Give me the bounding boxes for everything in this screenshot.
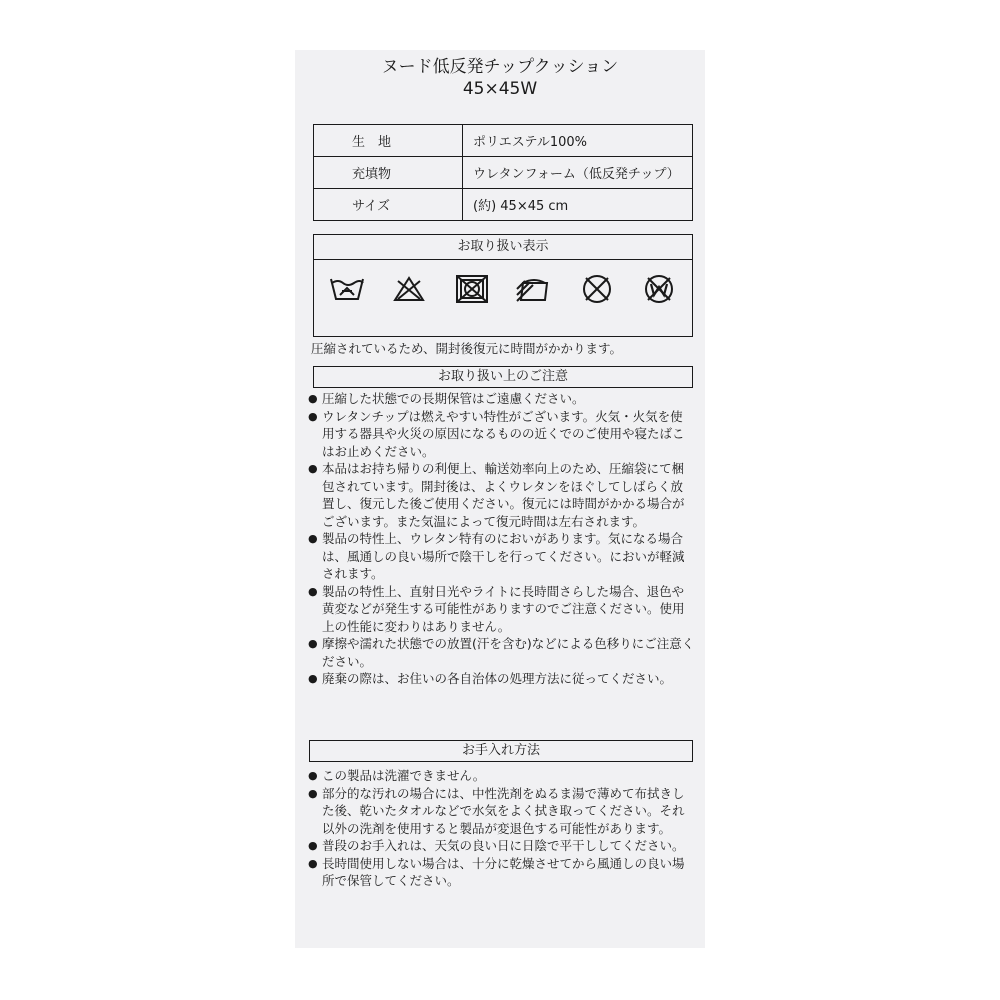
spec-value: (約) 45×45 cm: [463, 189, 693, 221]
spec-table: [313, 124, 693, 221]
list-item: ● 長時間使用しない場合は、十分に乾燥させてから風通しの良い場所で保管してください。: [309, 855, 695, 890]
spec-row: [314, 189, 693, 221]
no-wet-clean-icon: [640, 273, 678, 305]
spec-row: [314, 157, 693, 189]
spec-key: サイズ: [314, 189, 463, 221]
spec-value: ポリエステル100%: [463, 125, 693, 157]
list-item: ● 製品の特性上、直射日光やライトに長時間さらした場合、退色や黄変などが発生する可能性がありますのでご注意ください。使用上の性能に変わりはありません。: [309, 583, 695, 636]
caution-list: [309, 390, 695, 688]
maintenance-heading: お手入れ方法: [309, 740, 693, 762]
hand-wash-icon: [328, 273, 366, 305]
care-icons-row: [314, 273, 692, 305]
spec-row: [314, 125, 693, 157]
care-heading: お取り扱い表示: [314, 235, 692, 260]
list-item: ● ウレタンチップは燃えやすい特性がございます。火気・火気を使用する器具や火災の原因になるものの近くでのご使用や寝たばこはお止めください。: [309, 408, 695, 461]
list-item: ● この製品は洗濯できません。: [309, 767, 695, 785]
list-item: ● 本品はお持ち帰りの利便上、輸送効率向上のため、圧縮袋にて梱包されています。開封後は、よくウレタンをほぐしてしばらく放置し、復元した後ご使用ください。復元には時間がかかる場合がございます。また気温によって復元時間は左右されます。: [309, 460, 695, 530]
list-item: ● 摩擦や濡れた状態での放置(汗を含む)などによる色移りにご注意ください。: [309, 635, 695, 670]
list-item: ● 圧縮した状態での長期保管はご遠慮ください。: [309, 390, 695, 408]
list-item: ● 部分的な汚れの場合には、中性洗剤をぬるま湯で薄めて布拭きした後、乾いたタオルなどで水気をよく拭き取ってください。それ以外の洗剤を使用すると製品が変退色する可能性があります。: [309, 785, 695, 838]
list-item: ● 製品の特性上、ウレタン特有のにおいがあります。気になる場合は、風通しの良い場所で陰干しを行ってください。においが軽減されます。: [309, 530, 695, 583]
product-title: ヌード低反発チップクッション: [381, 57, 619, 77]
product-label: [295, 50, 705, 948]
spec-key: 生 地: [314, 125, 463, 157]
compression-note: 圧縮されているため、開封後復元に時間がかかります。: [311, 341, 623, 356]
list-item: ● 普段のお手入れは、天気の良い日に日陰で平干ししてください。: [309, 837, 695, 855]
line-dry-shade-icon: [515, 273, 553, 305]
spec-value: ウレタンフォーム（低反発チップ）: [463, 157, 693, 189]
list-item: ● 廃棄の際は、お住いの各自治体の処理方法に従ってください。: [309, 670, 695, 688]
no-tumble-dry-icon: [453, 273, 491, 305]
no-dry-clean-icon: [578, 273, 616, 305]
maintenance-list: [309, 767, 695, 890]
product-size-title: 45×45W: [462, 79, 538, 99]
caution-heading: お取り扱い上のご注意: [313, 366, 693, 388]
care-symbols-box: [313, 234, 693, 337]
no-bleach-icon: [390, 273, 428, 305]
spec-key: 充填物: [314, 157, 463, 189]
